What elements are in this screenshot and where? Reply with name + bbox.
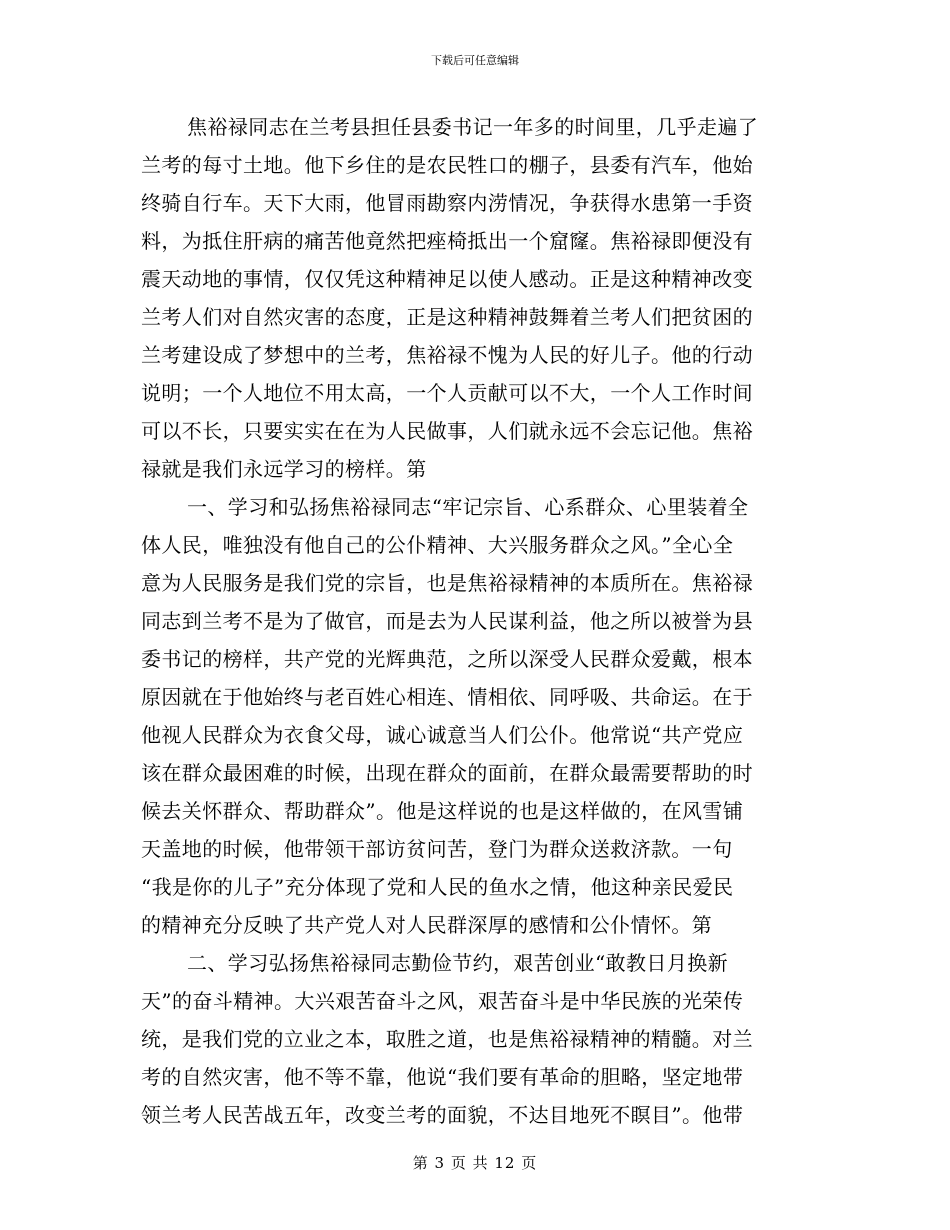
paragraph-1 (141, 108, 809, 488)
text-line: 可以不长，只要实实在在为人民做事，人们就永远不会忘记他。焦裕 (141, 419, 753, 443)
text-line: 兰考人们对自然灾害的态度，正是这种精神鼓舞着兰考人们把贫困的 (141, 305, 753, 329)
text-line: 的精神充分反映了共产党人对人民群深厚的感情和公仆情怀。第 (141, 913, 713, 937)
text-line: 领兰考人民苦战五年，改变兰考的面貌，不达目地死不瞑目”。他带 (141, 1103, 744, 1127)
text-line: 兰考的每寸土地。他下乡住的是农民牲口的棚子，县委有汽车，他始 (141, 153, 753, 177)
page-header: 下载后可任意编辑 (431, 54, 519, 67)
text-line: 体人民，唯独没有他自己的公仆精神、大兴服务群众之风。”全心全 (141, 533, 734, 557)
text-line: 说明；一个人地位不用太高，一个人贡献可以不大，一个人工作时间 (141, 381, 753, 405)
text-line: 兰考建设成了梦想中的兰考，焦裕禄不愧为人民的好儿子。他的行动 (141, 343, 753, 367)
text-line: 禄就是我们永远学习的榜样。第 (141, 457, 427, 481)
text-line: 他视人民群众为衣食父母，诚心诚意当人们公仆。他常说“共产党应 (141, 723, 744, 747)
text-line: “我是你的儿子”充分体现了党和人民的鱼水之情，他这种亲民爱民 (141, 875, 734, 899)
text-line: 意为人民服务是我们党的宗旨，也是焦裕禄精神的本质所在。焦裕禄 (141, 571, 753, 595)
text-line: 统，是我们党的立业之本，取胜之道，也是焦裕禄精神的精髓。对兰 (141, 1027, 753, 1051)
text-line: 候去关怀群众、帮助群众”。他是这样说的也是这样做的，在风雪铺 (141, 799, 744, 823)
text-line: 终骑自行车。天下大雨，他冒雨勘察内涝情况，争获得水患第一手资 (141, 191, 753, 215)
text-line: 焦裕禄同志在兰考县担任县委书记一年多的时间里，几乎走遍了 (187, 115, 759, 139)
text-line: 二、学习弘扬焦裕禄同志勤俭节约，艰苦创业“敢教日月换新 (187, 951, 729, 975)
document-body (141, 108, 809, 1134)
text-line: 天盖地的时候，他带领干部访贫问苦，登门为群众送救济款。一句 (141, 837, 733, 861)
text-line: 同志到兰考不是为了做官，而是去为人民谋利益，他之所以被誉为县 (141, 609, 753, 633)
paragraph-3 (141, 944, 809, 1134)
text-line: 原因就在于他始终与老百姓心相连、情相依、同呼吸、共命运。在于 (141, 685, 753, 709)
text-line: 一、学习和弘扬焦裕禄同志“牢记宗旨、心系群众、心里装着全 (187, 495, 749, 519)
text-line: 该在群众最困难的时候，出现在群众的面前，在群众最需要帮助的时 (141, 761, 753, 785)
text-line: 震天动地的事情，仅仅凭这种精神足以使人感动。正是这种精神改变 (141, 267, 753, 291)
page-number-footer: 第 3 页 共 12 页 (412, 1154, 538, 1172)
text-line: 考的自然灾害，他不等不靠，他说“我们要有革命的胆略，坚定地带 (141, 1065, 744, 1089)
text-line: 委书记的榜样，共产党的光辉典范，之所以深受人民群众爱戴，根本 (141, 647, 753, 671)
paragraph-2 (141, 488, 809, 944)
text-line: 料，为抵住肝病的痛苦他竟然把痤椅抵出一个窟窿。焦裕禄即便没有 (141, 229, 753, 253)
text-line: 天”的奋斗精神。大兴艰苦奋斗之风，艰苦奋斗是中华民族的光荣传 (141, 989, 744, 1013)
